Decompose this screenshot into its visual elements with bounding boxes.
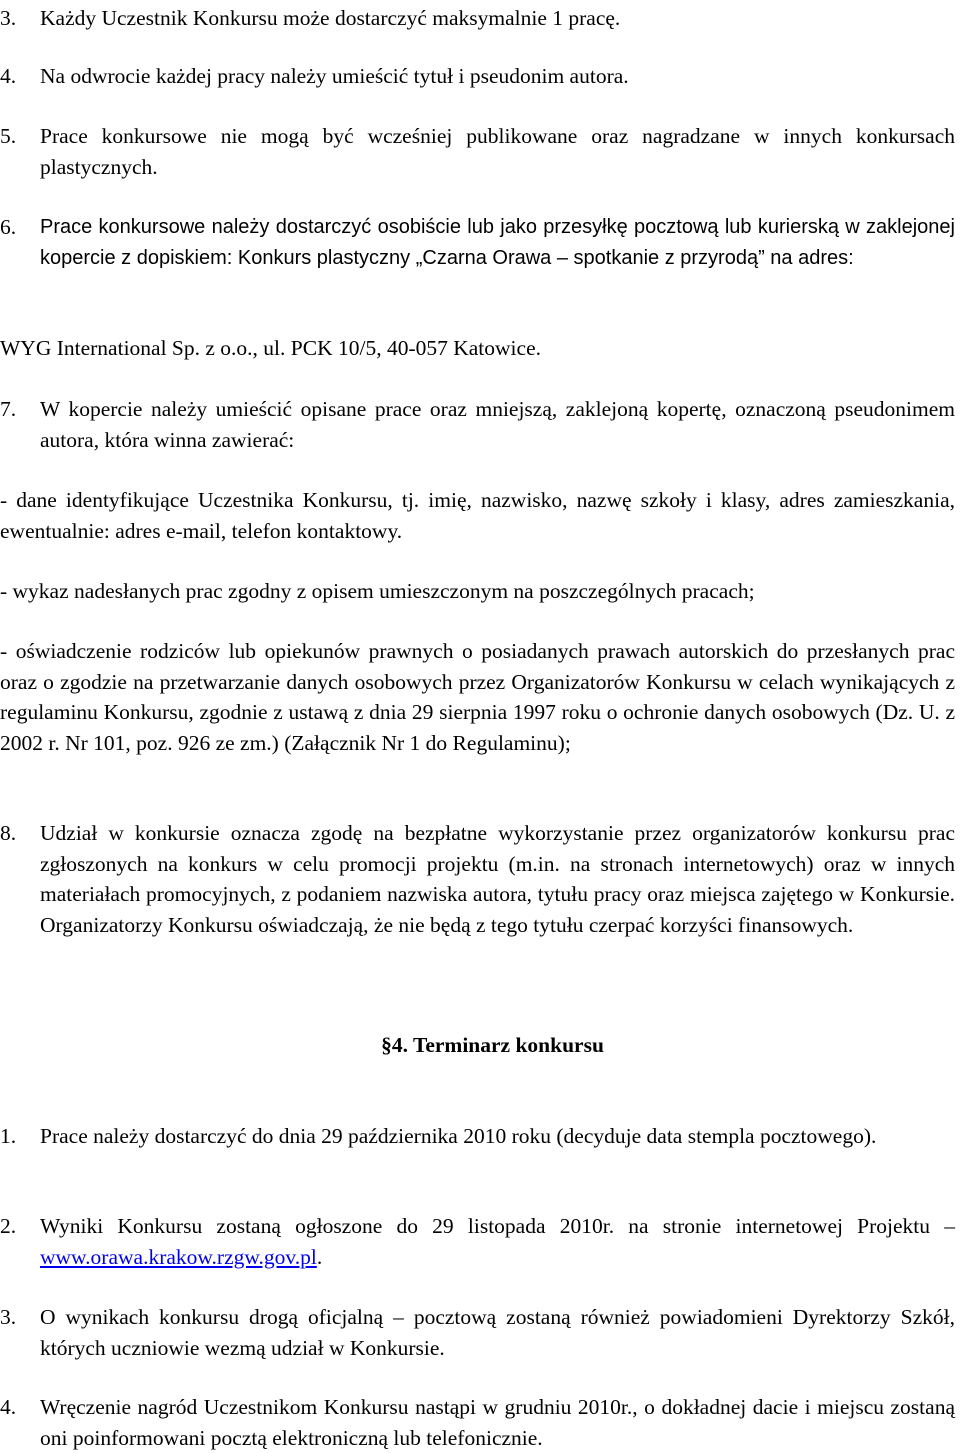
project-website-link[interactable]: www.orawa.krakow.rzgw.gov.pl (40, 1244, 317, 1269)
item-text: W kopercie należy umieścić opisane prace oraz mniejszą, zaklejoną kopertę, oznaczoną pseudonimem autora, która winna zawierać: (40, 397, 955, 452)
list-item (0, 121, 955, 182)
dash-paragraph: - dane identyfikujące Uczestnika Konkursu, tj. imię, nazwisko, nazwę szkoły i klasy, adres zamieszkania, ewentualnie: adres e-mail, telefon kontaktowy. (0, 488, 955, 543)
item-text (40, 1211, 955, 1272)
item-number: 4. (0, 64, 17, 88)
postal-address: WYG International Sp. z o.o., ul. PCK 10/5, 40-057 Katowice. (0, 336, 541, 360)
item-text: O wynikach konkursu drogą oficjalną – pocztową zostaną również powiadomieni Dyrektorzy Szkół, których uczniowie wezmą udział w Konkursie. (40, 1305, 955, 1360)
list-item (0, 1392, 955, 1453)
item-number: 8. (0, 821, 17, 845)
item-text-part: . (316, 1244, 323, 1269)
item-text: Na odwrocie każdej pracy należy umieścić tytuł i pseudonim autora. (40, 64, 629, 88)
list-item (0, 3, 955, 34)
dash-paragraph: - wykaz nadesłanych prac zgodny z opisem umieszczonym na poszczególnych pracach; (0, 579, 755, 603)
list-item (0, 818, 955, 940)
item-text: Prace konkursowe należy dostarczyć osobiście lub jako przesyłkę pocztową lub kurierską w zaklejonej kopercie z dopiskiem: Konkurs plastyczny „Czarna Orawa – spotkanie z przyrodą” na adres: (40, 216, 955, 269)
item-text-part: Wyniki Konkursu zostaną ogłoszone do 29 listopada 2010r. na stronie internetowej Projektu – (40, 1214, 955, 1238)
list-item (0, 212, 955, 273)
item-text: Wręczenie nagród Uczestnikom Konkursu nastąpi w grudniu 2010r., o dokładnej dacie i miejscu zostaną oni poinformowani pocztą elektroniczną lub telefonicznie. (40, 1395, 955, 1450)
list-item (0, 1302, 955, 1363)
list-item (0, 1211, 955, 1272)
list-item (0, 1121, 955, 1152)
item-text: Prace należy dostarczyć do dnia 29 października 2010 roku (decyduje data stempla pocztowego). (40, 1124, 877, 1148)
item-number: 7. (0, 397, 17, 421)
item-text: Prace konkursowe nie mogą być wcześniej publikowane oraz nagradzane w innych konkursach plastycznych. (40, 124, 955, 179)
item-text: Każdy Uczestnik Konkursu może dostarczyć maksymalnie 1 pracę. (40, 6, 621, 30)
item-number: 4. (0, 1395, 17, 1419)
list-item (0, 61, 955, 92)
item-number: 3. (0, 6, 17, 30)
item-text: Udział w konkursie oznacza zgodę na bezpłatne wykorzystanie przez organizatorów konkursu prac zgłoszonych na konkurs w celu promocji projektu (m.in. na stronach internetowych) oraz w innych materiałach promocyjnych, z podaniem nazwiska autora, tytułu pracy oraz miejsca zajętego w Konkursie. Organizatorzy Konkursu oświadczają, że nie będą z tego tytułu czerpać korzyści finansowych. (40, 821, 955, 937)
item-number: 3. (0, 1305, 17, 1329)
item-number: 1. (0, 1124, 17, 1148)
list-item (0, 394, 955, 455)
dash-paragraph: - oświadczenie rodziców lub opiekunów prawnych o posiadanych prawach autorskich do przesłanych prac oraz o zgodzie na przetwarzanie danych osobowych przez Organizatorów Konkursu w celach wynikających z regulaminu Konkursu, zgodnie z ustawą z dnia 29 sierpnia 1997 roku o ochronie danych osobowych (Dz. U. z 2002 r. Nr 101, poz. 926 ze zm.) (Załącznik Nr 1 do Regulaminu); (0, 639, 955, 755)
item-number: 6. (0, 215, 17, 239)
item-number: 2. (0, 1214, 17, 1238)
item-number: 5. (0, 124, 17, 148)
section-heading: §4. Terminarz konkursu (381, 1033, 604, 1057)
